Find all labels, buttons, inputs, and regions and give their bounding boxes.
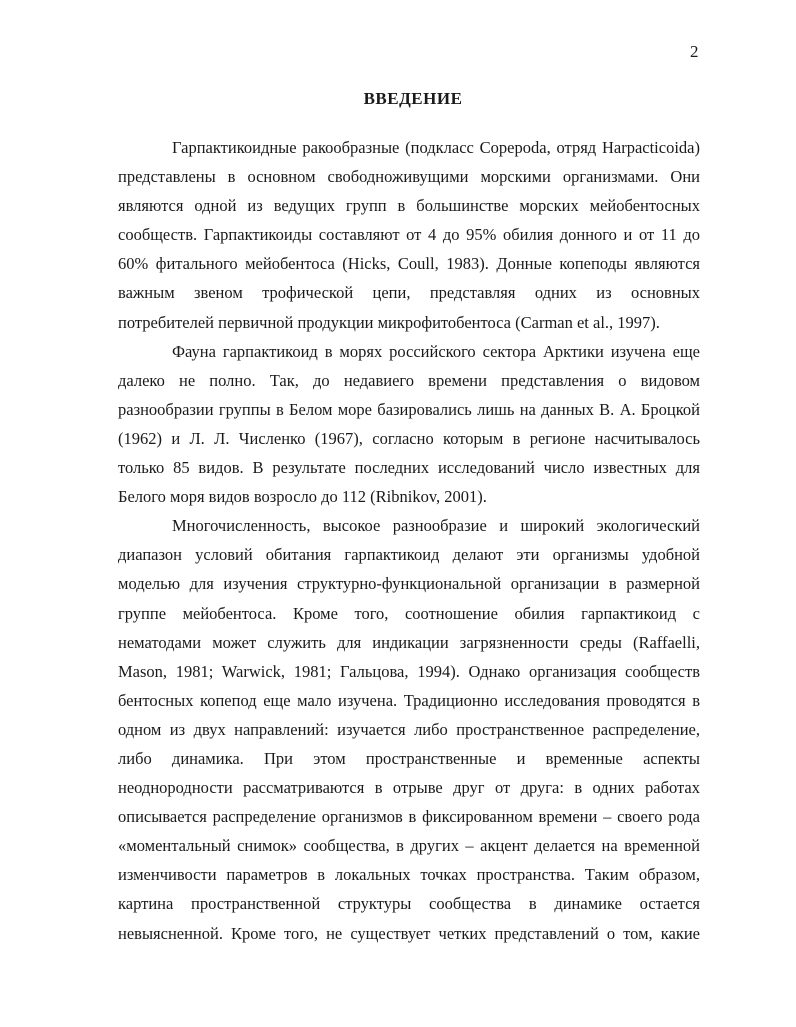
text-line: представлены в основном свободноживущими морскими организмами. Они <box>118 167 700 187</box>
text-line: бентосных копепод еще мало изучена. Традиционно исследования проводятся в <box>118 690 700 710</box>
page-number: 2 <box>690 42 699 61</box>
text-line: диапазон условий обитания гарпактикоид делают эти организмы удобной <box>118 545 700 565</box>
text-line: разнообразии группы в Белом море базировались лишь на данных В. А. Броцкой <box>118 399 700 419</box>
text-line: далеко не полно. Так, до недавиего времени представления о видовом <box>118 370 700 390</box>
text-line: важным звеном трофической цепи, представляя одних из основных <box>118 283 700 303</box>
section-title: ВВЕДЕНИЕ <box>363 89 463 108</box>
text-line: потребителей первичной продукции микрофитобентоса (Carman et al., 1997). <box>118 312 660 332</box>
text-line: только 85 видов. В результате последних исследований число известных для <box>118 458 700 478</box>
text-line: картина пространственной структуры сообщества в динамике остается <box>118 894 700 914</box>
text-line: Mason, 1981; Warwick, 1981; Гальцова, 1994). Однако организация сообществ <box>118 661 700 681</box>
text-line: изменчивости параметров в локальных точках пространства. Таким образом, <box>118 865 700 885</box>
text-line: Гарпактикоидные ракообразные (подкласс Copepoda, отряд Harpacticoida) <box>172 138 700 157</box>
paragraph <box>118 511 700 947</box>
text-line: Фауна гарпактикоид в морях российского сектора Арктики изучена еще <box>172 341 700 361</box>
paragraph <box>118 337 700 512</box>
paragraph <box>118 133 700 337</box>
text-line: моделью для изучения структурно-функциональной организации в размерной <box>118 574 700 594</box>
text-line: неоднородности рассматриваются в отрыве друг от друга: в одних работах <box>118 778 700 798</box>
text-line: «моментальный снимок» сообщества, в других – акцент делается на временной <box>118 836 700 856</box>
text-line: являются одной из ведущих групп в большинстве морских мейобентосных <box>118 196 700 216</box>
text-line: нематодами может служить для индикации загрязненности среды (Raffaelli, <box>118 632 700 652</box>
text-line: описывается распределение организмов в фиксированном времени – своего рода <box>118 807 700 827</box>
text-line: Белого моря видов возросло до 112 (Ribnikov, 2001). <box>118 487 487 507</box>
text-line: группе мейобентоса. Кроме того, соотношение обилия гарпактикоид с <box>118 603 700 623</box>
text-line: (1962) и Л. Л. Численко (1967), согласно которым в регионе насчитывалось <box>118 428 700 448</box>
text-line: сообществ. Гарпактикоиды составляют от 4 до 95% обилия донного и от 11 до <box>118 225 700 245</box>
text-line: либо динамика. При этом пространственные и временные аспекты <box>118 748 700 768</box>
text-line: Многочисленность, высокое разнообразие и широкий экологический <box>172 516 700 536</box>
text-line: невыясненной. Кроме того, не существует четких представлений о том, какие <box>118 923 700 943</box>
text-line: одном из двух направлений: изучается либо пространственное распределение, <box>118 719 700 739</box>
body-text <box>118 133 700 948</box>
text-line: 60% фитального мейобентоса (Hicks, Coull, 1983). Донные копеподы являются <box>118 254 700 274</box>
